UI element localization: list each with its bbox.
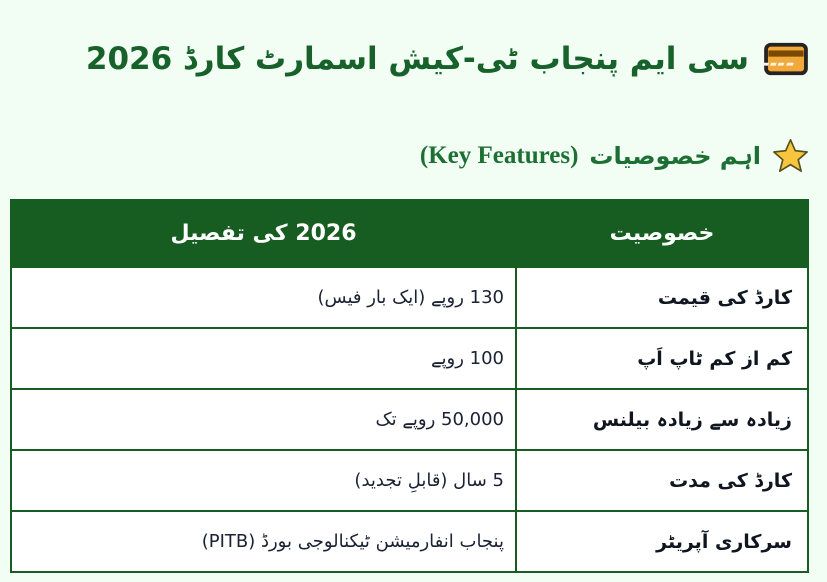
feature-cell: کم از کم ٹاپ اَپ xyxy=(516,328,808,389)
table-row xyxy=(11,328,808,389)
detail-cell: 50,000 روپے تک xyxy=(11,389,516,450)
detail-cell: 100 روپے xyxy=(11,328,516,389)
feature-header-cell: خصوصیت xyxy=(516,200,808,267)
feature-cell: سرکاری آپریٹر xyxy=(516,511,808,572)
feature-cell: کارڈ کی قیمت xyxy=(516,267,808,328)
detail-cell: پنجاب انفارمیشن ٹیکنالوجی بورڈ (PITB) xyxy=(11,511,516,572)
detail-cell: 5 سال (قابلِ تجدید) xyxy=(11,450,516,511)
star-icon xyxy=(772,138,809,173)
table-header-row xyxy=(11,200,808,267)
features-table xyxy=(10,199,809,573)
table-row xyxy=(11,267,808,328)
key-features-heading xyxy=(420,138,809,173)
credit-card-icon xyxy=(763,40,809,78)
detail-cell: 130 روپے (ایک بار فیس) xyxy=(11,267,516,328)
key-features-urdu-label: اہم خصوصیات xyxy=(589,141,761,170)
key-features-latin-label: (Key Features) xyxy=(419,141,579,169)
page-title-row xyxy=(86,40,809,78)
page-title: سی ایم پنجاب ٹی-کیش اسمارٹ کارڈ 2026 xyxy=(85,41,749,77)
table-row xyxy=(11,511,808,572)
feature-cell: کارڈ کی مدت xyxy=(516,450,808,511)
table-row xyxy=(11,450,808,511)
detail-header-cell: 2026 کی تفصیل xyxy=(11,200,516,267)
feature-cell: زیادہ سے زیادہ بیلنس xyxy=(516,389,808,450)
table-row xyxy=(11,389,808,450)
